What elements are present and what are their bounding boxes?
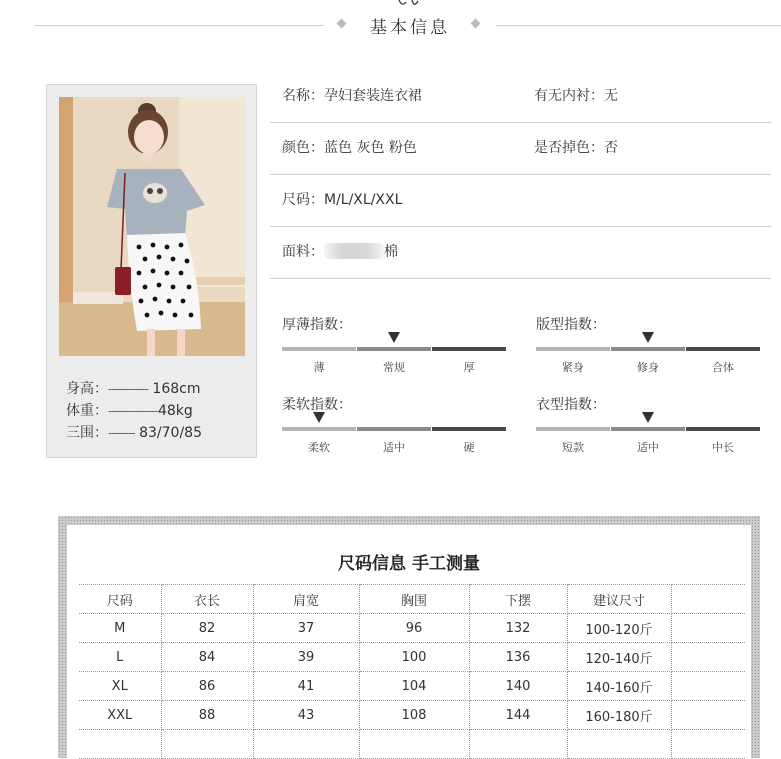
fabric-blur xyxy=(324,243,384,259)
section-title: 基本信息 xyxy=(370,18,450,38)
model-photo xyxy=(59,97,245,356)
index-bar-segment xyxy=(282,347,356,351)
bust-value: 83/70/85 xyxy=(139,425,202,441)
table-cell: 88 xyxy=(161,701,253,730)
model-bust xyxy=(66,422,202,442)
table-cell: 86 xyxy=(161,672,253,701)
info-row-color xyxy=(270,122,771,175)
table-cell: 96 xyxy=(359,614,469,643)
info-row-size xyxy=(270,174,771,227)
index-bar-segment xyxy=(686,347,760,351)
index-label: 中长 xyxy=(712,441,734,454)
table-row xyxy=(79,730,745,759)
table-cell: 37 xyxy=(253,614,359,643)
fading-info: 是否掉色：否 xyxy=(534,140,618,156)
fabric-info xyxy=(282,241,398,261)
fabric-value: 棉 xyxy=(384,244,398,260)
weight-dash: --------------- xyxy=(108,404,158,418)
table-row xyxy=(79,643,745,672)
table-header-cell: 尺码 xyxy=(79,585,161,614)
index-title: 厚薄指数： xyxy=(282,317,352,333)
index-bar-segment xyxy=(357,427,431,431)
index-title: 柔软指数： xyxy=(282,397,352,413)
index-label: 适中 xyxy=(383,441,405,454)
height-dash: ------------ xyxy=(108,382,148,396)
table-cell: 120-140斤 xyxy=(567,643,671,672)
bust-label: 三围： xyxy=(66,425,108,441)
table-header-cell xyxy=(671,585,745,614)
table-cell: 108 xyxy=(359,701,469,730)
table-cell: 41 xyxy=(253,672,359,701)
table-cell xyxy=(671,701,745,730)
table-header-cell: 下摆 xyxy=(469,585,567,614)
table-cell: 160-180斤 xyxy=(567,701,671,730)
fabric-label: 面料： xyxy=(282,244,324,260)
table-cell: 132 xyxy=(469,614,567,643)
index-bar-segment xyxy=(432,347,506,351)
table-cell: 140 xyxy=(469,672,567,701)
height-label: 身高： xyxy=(66,381,108,397)
header-divider-left xyxy=(34,25,324,26)
index-label: 紧身 xyxy=(562,361,584,374)
info-row-fabric xyxy=(270,226,771,279)
table-cell: M xyxy=(79,614,161,643)
table-cell: 82 xyxy=(161,614,253,643)
index-label: 柔软 xyxy=(308,441,330,454)
table-cell: L xyxy=(79,643,161,672)
table-cell xyxy=(671,672,745,701)
table-cell xyxy=(79,730,161,759)
table-cell: 140-160斤 xyxy=(567,672,671,701)
table-header-cell: 胸围 xyxy=(359,585,469,614)
bust-dash: -------- xyxy=(108,426,135,440)
index-label: 厚 xyxy=(463,361,475,374)
index-title: 版型指数： xyxy=(536,317,606,333)
table-cell xyxy=(161,730,253,759)
index-bar-segment xyxy=(611,347,685,351)
index-bar-segment xyxy=(686,427,760,431)
index-bar-segment xyxy=(357,347,431,351)
size-table-header xyxy=(79,585,745,614)
table-cell: 100 xyxy=(359,643,469,672)
index-title: 衣型指数： xyxy=(536,397,606,413)
table-header-cell: 衣长 xyxy=(161,585,253,614)
table-cell xyxy=(469,730,567,759)
header-diamond-icon-left xyxy=(337,19,347,29)
size-table-frame xyxy=(58,516,760,758)
model-card xyxy=(46,84,257,458)
index-marker-icon xyxy=(313,412,325,423)
table-cell: 43 xyxy=(253,701,359,730)
weight-label: 体重： xyxy=(66,403,108,419)
index-label: 修身 xyxy=(637,361,659,374)
header-diamond-icon-right xyxy=(471,19,481,29)
table-cell: 144 xyxy=(469,701,567,730)
height-value: 168cm xyxy=(152,381,201,397)
lining-info: 有无内衬：无 xyxy=(534,88,618,104)
table-cell: 100-120斤 xyxy=(567,614,671,643)
table-row xyxy=(79,701,745,730)
table-cell: XL xyxy=(79,672,161,701)
index-label: 合体 xyxy=(712,361,734,374)
index-marker-icon xyxy=(642,332,654,343)
index-label: 常规 xyxy=(383,361,405,374)
info-row-name xyxy=(270,70,771,123)
header-divider-right xyxy=(496,25,781,26)
table-cell xyxy=(567,730,671,759)
size-table-title: 尺码信息 手工测量 xyxy=(338,554,480,574)
table-cell xyxy=(671,614,745,643)
table-cell xyxy=(671,643,745,672)
table-cell xyxy=(359,730,469,759)
model-weight xyxy=(66,400,193,420)
table-cell: 104 xyxy=(359,672,469,701)
table-cell: 136 xyxy=(469,643,567,672)
index-bar-segment xyxy=(432,427,506,431)
index-label: 薄 xyxy=(313,361,325,374)
index-bar-segment xyxy=(282,427,356,431)
color-info: 颜色：蓝色 灰色 粉色 xyxy=(282,140,417,156)
table-header-cell: 建议尺寸 xyxy=(567,585,671,614)
table-header-cell: 肩宽 xyxy=(253,585,359,614)
index-bar-segment xyxy=(536,347,610,351)
index-bar-segment xyxy=(536,427,610,431)
table-cell: 84 xyxy=(161,643,253,672)
weight-value: 48kg xyxy=(157,403,193,419)
table-cell xyxy=(671,730,745,759)
table-row xyxy=(79,672,745,701)
table-cell xyxy=(253,730,359,759)
index-bar-segment xyxy=(611,427,685,431)
header-flourish-icon xyxy=(396,0,424,8)
size-table xyxy=(79,584,745,759)
table-cell: XXL xyxy=(79,701,161,730)
model-height xyxy=(66,378,200,398)
size-info: 尺码：M/L/XL/XXL xyxy=(282,192,403,208)
product-name: 名称：孕妇套装连衣裙 xyxy=(282,88,422,104)
index-marker-icon xyxy=(642,412,654,423)
index-marker-icon xyxy=(388,332,400,343)
table-cell: 39 xyxy=(253,643,359,672)
index-label: 适中 xyxy=(637,441,659,454)
size-table-panel xyxy=(67,525,751,758)
table-row xyxy=(79,614,745,643)
index-label: 硬 xyxy=(463,441,475,454)
index-label: 短款 xyxy=(562,441,584,454)
